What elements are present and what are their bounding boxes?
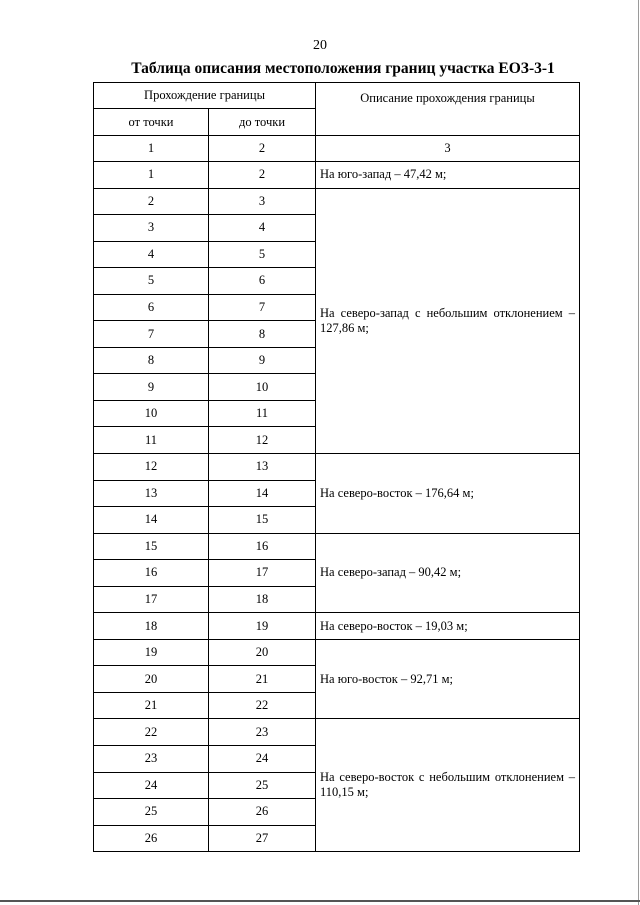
to-point: 17 bbox=[209, 560, 316, 587]
from-point: 1 bbox=[94, 162, 209, 189]
from-point: 20 bbox=[94, 666, 209, 693]
to-point: 15 bbox=[209, 507, 316, 534]
column-number: 2 bbox=[209, 136, 316, 162]
table-row bbox=[94, 613, 580, 640]
page-number: 20 bbox=[313, 38, 327, 53]
boundary-description: На северо-запад – 90,42 м; bbox=[316, 533, 580, 613]
from-point: 5 bbox=[94, 268, 209, 295]
to-point: 12 bbox=[209, 427, 316, 454]
table-header-row bbox=[94, 83, 580, 109]
to-point: 19 bbox=[209, 613, 316, 640]
to-point: 7 bbox=[209, 294, 316, 321]
boundary-description: На юго-восток – 92,71 м; bbox=[316, 639, 580, 719]
from-point: 9 bbox=[94, 374, 209, 401]
from-point: 6 bbox=[94, 294, 209, 321]
column-number: 1 bbox=[94, 136, 209, 162]
to-point: 25 bbox=[209, 772, 316, 799]
header-description: Описание прохождения границы bbox=[316, 83, 580, 136]
to-point: 5 bbox=[209, 241, 316, 268]
from-point: 18 bbox=[94, 613, 209, 640]
to-point: 6 bbox=[209, 268, 316, 295]
to-point: 27 bbox=[209, 825, 316, 852]
from-point: 13 bbox=[94, 480, 209, 507]
from-point: 3 bbox=[94, 215, 209, 242]
header-passage: Прохождение границы bbox=[94, 83, 316, 109]
from-point: 17 bbox=[94, 586, 209, 613]
from-point: 16 bbox=[94, 560, 209, 587]
boundary-description: На северо-восток – 176,64 м; bbox=[316, 454, 580, 534]
document-title bbox=[0, 60, 640, 78]
boundary-description-table bbox=[93, 82, 580, 852]
boundary-description: На северо-запад с небольшим отклонением – 127,86 м; bbox=[316, 188, 580, 453]
to-point: 14 bbox=[209, 480, 316, 507]
header-to-point: до точки bbox=[209, 109, 316, 136]
to-point: 8 bbox=[209, 321, 316, 348]
table-row bbox=[94, 454, 580, 481]
header-from-point: от точки bbox=[94, 109, 209, 136]
from-point: 19 bbox=[94, 639, 209, 666]
table-row bbox=[94, 719, 580, 746]
to-point: 18 bbox=[209, 586, 316, 613]
boundary-description: На юго-запад – 47,42 м; bbox=[316, 162, 580, 189]
to-point: 4 bbox=[209, 215, 316, 242]
from-point: 21 bbox=[94, 692, 209, 719]
from-point: 25 bbox=[94, 799, 209, 826]
from-point: 7 bbox=[94, 321, 209, 348]
from-point: 8 bbox=[94, 347, 209, 374]
from-point: 14 bbox=[94, 507, 209, 534]
from-point: 4 bbox=[94, 241, 209, 268]
from-point: 2 bbox=[94, 188, 209, 215]
to-point: 16 bbox=[209, 533, 316, 560]
from-point: 24 bbox=[94, 772, 209, 799]
page-edge-right bbox=[638, 0, 639, 905]
to-point: 20 bbox=[209, 639, 316, 666]
from-point: 23 bbox=[94, 746, 209, 773]
to-point: 10 bbox=[209, 374, 316, 401]
from-point: 22 bbox=[94, 719, 209, 746]
document-title-text: Таблица описания местоположения границ участка ЕОЗ-3-1 bbox=[131, 60, 555, 77]
from-point: 12 bbox=[94, 454, 209, 481]
to-point: 3 bbox=[209, 188, 316, 215]
from-point: 10 bbox=[94, 400, 209, 427]
column-number: 3 bbox=[316, 136, 580, 162]
to-point: 9 bbox=[209, 347, 316, 374]
to-point: 13 bbox=[209, 454, 316, 481]
table-row bbox=[94, 639, 580, 666]
boundary-description: На северо-восток с небольшим отклонением – 110,15 м; bbox=[316, 719, 580, 852]
to-point: 23 bbox=[209, 719, 316, 746]
table-row bbox=[94, 188, 580, 215]
from-point: 26 bbox=[94, 825, 209, 852]
to-point: 2 bbox=[209, 162, 316, 189]
boundary-description: На северо-восток – 19,03 м; bbox=[316, 613, 580, 640]
page-edge-bottom bbox=[0, 900, 640, 902]
table-row bbox=[94, 162, 580, 189]
to-point: 11 bbox=[209, 400, 316, 427]
to-point: 22 bbox=[209, 692, 316, 719]
to-point: 21 bbox=[209, 666, 316, 693]
from-point: 15 bbox=[94, 533, 209, 560]
from-point: 11 bbox=[94, 427, 209, 454]
table-row bbox=[94, 533, 580, 560]
to-point: 24 bbox=[209, 746, 316, 773]
column-number-row bbox=[94, 136, 580, 162]
to-point: 26 bbox=[209, 799, 316, 826]
